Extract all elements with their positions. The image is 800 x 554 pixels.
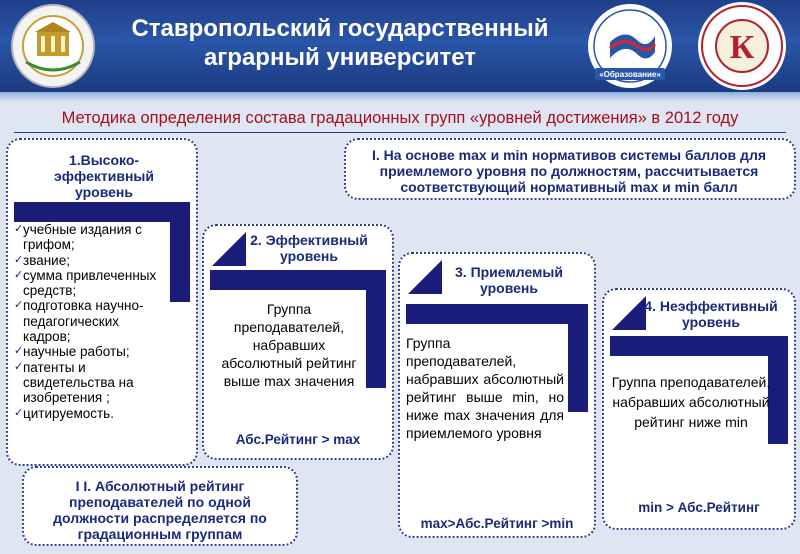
level2-bar-top bbox=[210, 270, 386, 290]
info-box-bottom-text: I I. Абсолютный рейтинг преподавателей по одной должности распределяется по градационным группам bbox=[53, 478, 267, 542]
level4-title: 4. Неэффективный уровень bbox=[644, 298, 778, 330]
level1-item: ✓ подготовка научно-педагогических кадров; bbox=[14, 298, 168, 344]
quality-award-logo-icon bbox=[690, 0, 794, 92]
level2-card bbox=[202, 224, 394, 460]
level4-bar-top bbox=[610, 336, 788, 356]
level2-title: 2. Эффективный уровень bbox=[250, 232, 368, 264]
university-emblem-icon bbox=[4, 2, 102, 90]
level2-rating: Абс.Рейтинг > max bbox=[235, 432, 361, 447]
level3-rating: max>Абс.Рейтинг >min bbox=[420, 516, 574, 531]
mid-logo-label: «Образование» bbox=[599, 70, 661, 79]
header-title-line1: Ставропольский государственный bbox=[131, 15, 549, 42]
level1-item: ✓ звание; bbox=[14, 253, 168, 268]
level3-bar-top bbox=[406, 304, 588, 324]
level3-body: Группа преподавателей, набравших абсолютный рейтинг выше min, но ниже max значения для приемлемого уровня bbox=[406, 335, 564, 441]
level4-body: Группа преподавателей, набравших абсолютный рейтинг ниже min bbox=[611, 374, 771, 430]
level1-bar-right bbox=[170, 202, 190, 302]
level1-title: 1.Высоко-эффективный уровень bbox=[54, 152, 154, 200]
level1-achievements bbox=[14, 222, 168, 421]
level2-body: Группа преподавателей, набравших абсолютный рейтинг выше max значения bbox=[221, 301, 357, 389]
level4-rating: min > Абс.Рейтинг bbox=[638, 500, 760, 515]
national-projects-logo-icon bbox=[575, 2, 685, 90]
info-box-bottom bbox=[22, 466, 298, 546]
header-title bbox=[120, 14, 560, 72]
level2-bar-right bbox=[366, 270, 386, 388]
right-logo-letter: К bbox=[729, 29, 755, 66]
header-title-line2: аграрный университет bbox=[203, 44, 477, 71]
level4-card bbox=[602, 288, 796, 530]
header-underline bbox=[0, 92, 800, 102]
info-box-top-text: I. На основе max и min нормативов системы баллов для приемлемого уровня по должностям, рассчитывается соответствующий нормативный max и min балл bbox=[371, 147, 767, 195]
level1-item: ✓ научные работы; bbox=[14, 344, 168, 359]
subtitle-divider bbox=[14, 132, 786, 133]
page-subtitle: Методика определения состава градационных групп «уровней достижения» в 2012 году bbox=[61, 109, 739, 127]
level1-item: ✓ учебные издания с грифом; bbox=[14, 222, 168, 253]
level3-title: 3. Приемлемый уровень bbox=[455, 264, 563, 296]
level1-item: ✓ сумма привлеченных средств; bbox=[14, 268, 168, 299]
header-banner bbox=[0, 0, 800, 92]
info-box-top bbox=[344, 138, 796, 200]
level1-bar-top bbox=[14, 202, 190, 222]
level1-card bbox=[6, 138, 198, 466]
level1-item: ✓ цитируемость. bbox=[14, 406, 168, 421]
level3-bar-right bbox=[568, 304, 588, 412]
level3-card bbox=[398, 252, 596, 538]
level1-item: ✓ патенты и свидетельства на изобретения ; bbox=[14, 360, 168, 406]
